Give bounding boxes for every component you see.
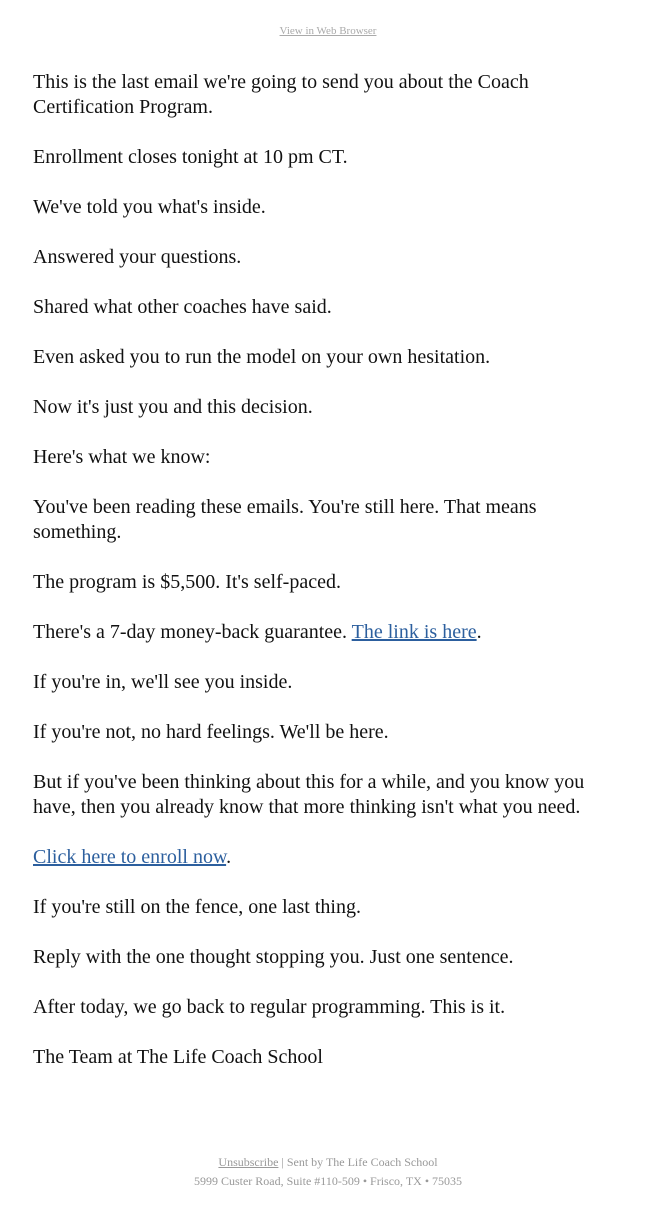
paragraph-in: If you're in, we'll see you inside. bbox=[33, 671, 293, 693]
guarantee-link[interactable]: The link is here bbox=[351, 621, 477, 643]
paragraph-reply: Reply with the one thought stopping you. Just one sentence. bbox=[33, 946, 514, 968]
email-footer bbox=[0, 1153, 648, 1191]
paragraph-model: Even asked you to run the model on your own hesitation. bbox=[33, 346, 491, 368]
paragraph-answered: Answered your questions. bbox=[33, 246, 242, 268]
paragraph-told: We've told you what's inside. bbox=[33, 196, 266, 218]
paragraph-what-we-know: Here's what we know: bbox=[33, 446, 211, 468]
paragraph-price: The program is $5,500. It's self-paced. bbox=[33, 571, 341, 593]
paragraph-guarantee bbox=[33, 620, 623, 645]
paragraph-decision: Now it's just you and this decision. bbox=[33, 396, 313, 418]
paragraph-enroll bbox=[33, 845, 623, 870]
signature: The Team at The Life Coach School bbox=[33, 1046, 323, 1068]
view-in-browser-link[interactable]: View in Web Browser bbox=[279, 25, 377, 37]
footer-address: 5999 Custer Road, Suite #110-509 • Frisco, TX • 75035 bbox=[193, 1174, 463, 1188]
paragraph-after-today: After today, we go back to regular programming. This is it. bbox=[33, 996, 506, 1018]
enroll-link[interactable]: Click here to enroll now bbox=[33, 846, 227, 868]
paragraph-fence: If you're still on the fence, one last thing. bbox=[33, 896, 361, 918]
enroll-period: . bbox=[226, 846, 232, 868]
sent-by-text: | Sent by The Life Coach School bbox=[278, 1155, 438, 1169]
view-in-browser-bar bbox=[0, 24, 648, 38]
paragraph-deadline: Enrollment closes tonight at 10 pm CT. bbox=[33, 146, 348, 168]
unsubscribe-link[interactable]: Unsubscribe bbox=[218, 1155, 279, 1169]
paragraph-intro: This is the last email we're going to send you about the Coach Certification Program. bbox=[33, 71, 529, 118]
paragraph-thinking: But if you've been thinking about this for a while, and you know you have, then you already know that more thinking isn't what you need. bbox=[33, 771, 585, 818]
paragraph-reading: You've been reading these emails. You're still here. That means something. bbox=[33, 496, 537, 543]
email-body bbox=[33, 70, 623, 1095]
paragraph-shared: Shared what other coaches have said. bbox=[33, 296, 332, 318]
guarantee-text: There's a 7-day money-back guarantee. bbox=[33, 621, 352, 643]
guarantee-period: . bbox=[476, 621, 482, 643]
footer-line-1 bbox=[0, 1153, 648, 1172]
paragraph-not: If you're not, no hard feelings. We'll be here. bbox=[33, 721, 389, 743]
